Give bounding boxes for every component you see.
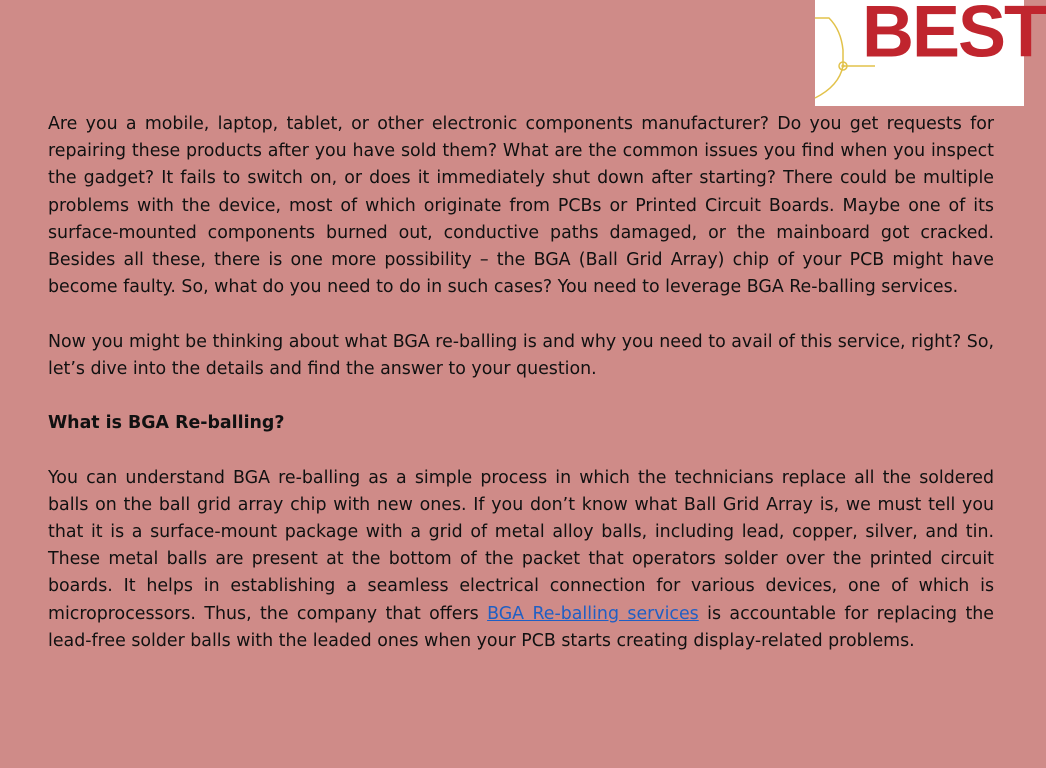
explanation-text-start: You can understand BGA re-balling as a simple process in which the technicians replace all the soldered balls on the ball grid array chip with new ones. If you don’t know what Ball Grid Array is, we must tell you that it is a surface-mount package with a grid of metal alloy balls, including lead, copper, silver, and tin. These metal balls are present at the bottom of the packet that operators solder over the printed circuit boards. It helps in establishing a seamless electrical connection for various devices, one of which is microprocessors. Thus, the company that offers bbox=[48, 467, 994, 624]
logo bbox=[815, 0, 1046, 106]
explanation-text-end: is accountable for replacing the lead-free solder balls with the leaded ones when your PCB starts creating display-related problems. bbox=[48, 603, 994, 651]
section-heading: What is BGA Re-balling? bbox=[48, 413, 285, 434]
document-body bbox=[48, 111, 994, 655]
logo-wordmark: BEST bbox=[862, 0, 1046, 73]
intro-paragraph: Are you a mobile, laptop, tablet, or other electronic components manufacturer? Do you get requests for repairing these products after you have sold them? What are the common issues you find when you inspect the gadget? It fails to switch on, or does it immediately shut down after starting? There could be multiple problems with the device, most of which originate from PCBs or Printed Circuit Boards. Maybe one of its surface-mounted components burned out, conductive paths damaged, or the mainboard got cracked. Besides all these, there is one more possibility – the BGA (Ball Grid Array) chip of your PCB might have become faulty. So, what do you need to do in such cases? You need to leverage BGA Re-balling services. bbox=[48, 114, 994, 298]
bga-reballing-services-link[interactable]: BGA Re-balling services bbox=[487, 603, 699, 624]
explanation-paragraph bbox=[48, 465, 994, 655]
followup-paragraph: Now you might be thinking about what BGA re-balling is and why you need to avail of this service, right? So, let’s dive into the details and find the answer to your question. bbox=[48, 331, 994, 379]
